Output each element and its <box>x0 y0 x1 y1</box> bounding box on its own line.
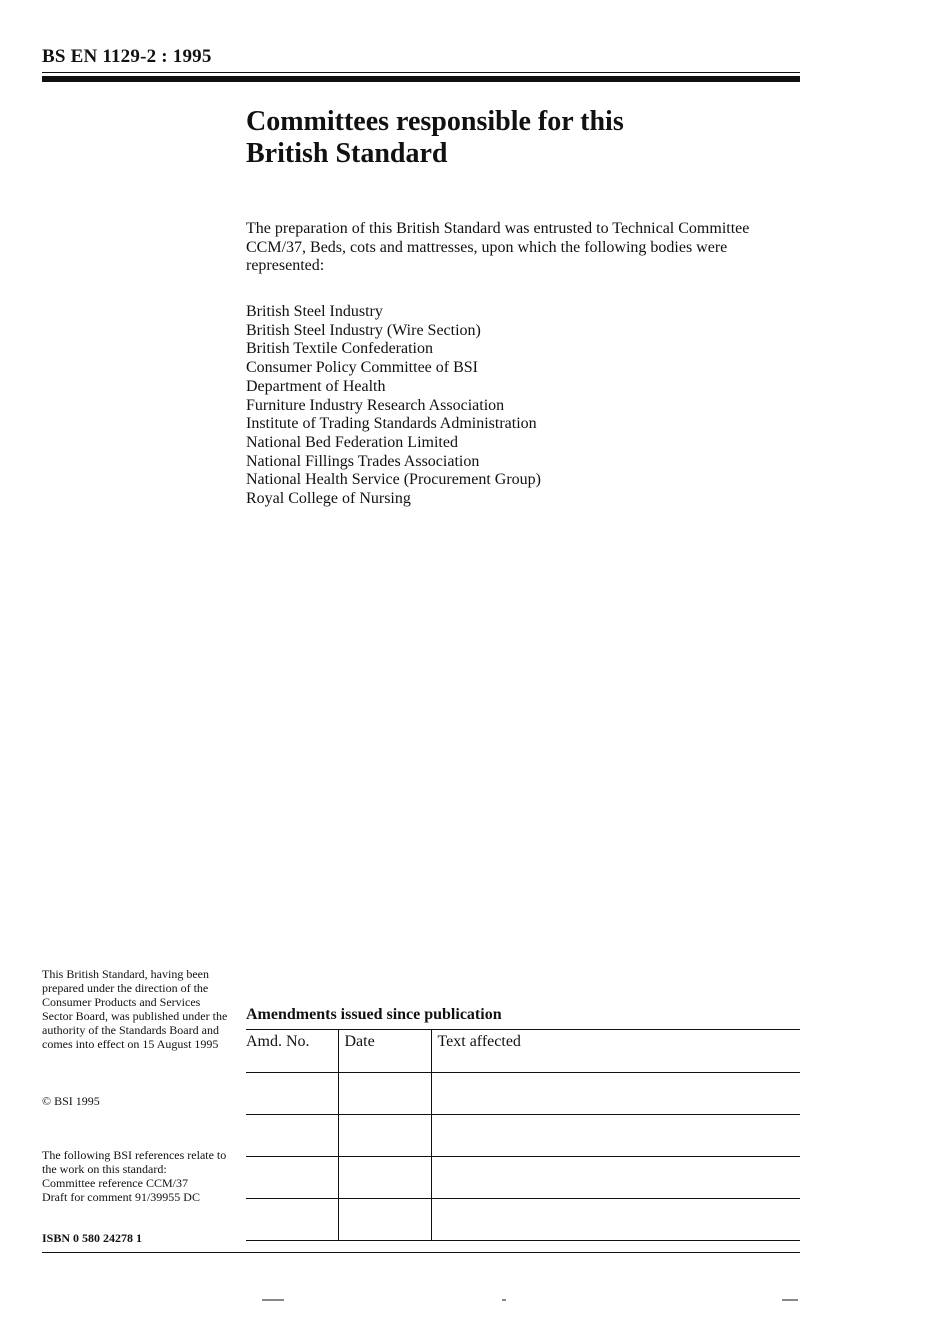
footer-rule <box>42 1252 800 1253</box>
table-cell <box>246 1157 338 1199</box>
represented-bodies-list <box>246 303 541 509</box>
isbn: ISBN 0 580 24278 1 <box>42 1231 143 1245</box>
page-title-line-2: British Standard <box>246 138 448 169</box>
list-item: Consumer Policy Committee of BSI <box>246 359 478 377</box>
list-item: British Textile Confederation <box>246 340 433 358</box>
list-item: Institute of Trading Standards Administration <box>246 415 537 433</box>
page-title-line-1: Committees responsible for this <box>246 106 624 137</box>
table-cell <box>246 1115 338 1157</box>
table-cell <box>431 1157 800 1199</box>
table-cell <box>338 1199 431 1241</box>
table-cell <box>246 1199 338 1241</box>
table-cell <box>246 1073 338 1115</box>
copyright-note: © BSI 1995 <box>42 1094 100 1108</box>
column-header-amd-no: Amd. No. <box>246 1030 338 1073</box>
list-item: British Steel Industry <box>246 303 383 320</box>
header-rule-thick <box>42 76 800 82</box>
amendments-table <box>246 1029 800 1241</box>
table-row <box>246 1115 800 1157</box>
list-item: National Health Service (Procurement Group) <box>246 471 542 489</box>
table-cell <box>338 1115 431 1157</box>
scan-mark <box>262 1299 284 1301</box>
table-cell <box>338 1157 431 1199</box>
list-item: National Fillings Trades Association <box>246 452 480 470</box>
intro-paragraph: The preparation of this British Standard was entrusted to Technical Committee CCM/37, Beds, cots and mattresses, upon which the following bodies were represented: <box>246 220 750 274</box>
document-code: BS EN 1129-2 : 1995 <box>42 46 212 67</box>
bsi-references <box>42 1148 232 1204</box>
committee-reference: Committee reference CCM/37 <box>42 1176 188 1190</box>
list-item: Department of Health <box>246 377 386 395</box>
list-item: British Steel Industry (Wire Section) <box>246 321 481 339</box>
table-cell <box>431 1073 800 1115</box>
table-cell <box>431 1115 800 1157</box>
references-intro: The following BSI references relate to the work on this standard: <box>42 1148 227 1176</box>
page-title <box>246 106 766 170</box>
table-row <box>246 1199 800 1241</box>
list-item: National Bed Federation Limited <box>246 433 458 451</box>
scan-mark <box>782 1299 798 1301</box>
column-header-text-affected: Text affected <box>431 1030 800 1073</box>
draft-comment-reference: Draft for comment 91/39955 DC <box>42 1190 200 1204</box>
table-row <box>246 1157 800 1199</box>
column-header-date: Date <box>338 1030 431 1073</box>
list-item: Furniture Industry Research Association <box>246 396 505 414</box>
amendments-title: Amendments issued since publication <box>246 1006 502 1023</box>
list-item: Royal College of Nursing <box>246 490 411 508</box>
table-row <box>246 1073 800 1115</box>
publication-note: This British Standard, having been prepared under the direction of the Consumer Products and Services Sector Board, was published under the authority of the Standards Board and comes into effect on 15 August 1995 <box>42 967 228 1051</box>
table-cell <box>431 1199 800 1241</box>
header-rule-thin <box>42 72 800 73</box>
table-header-row <box>246 1030 800 1073</box>
scan-mark <box>502 1299 506 1301</box>
table-cell <box>338 1073 431 1115</box>
